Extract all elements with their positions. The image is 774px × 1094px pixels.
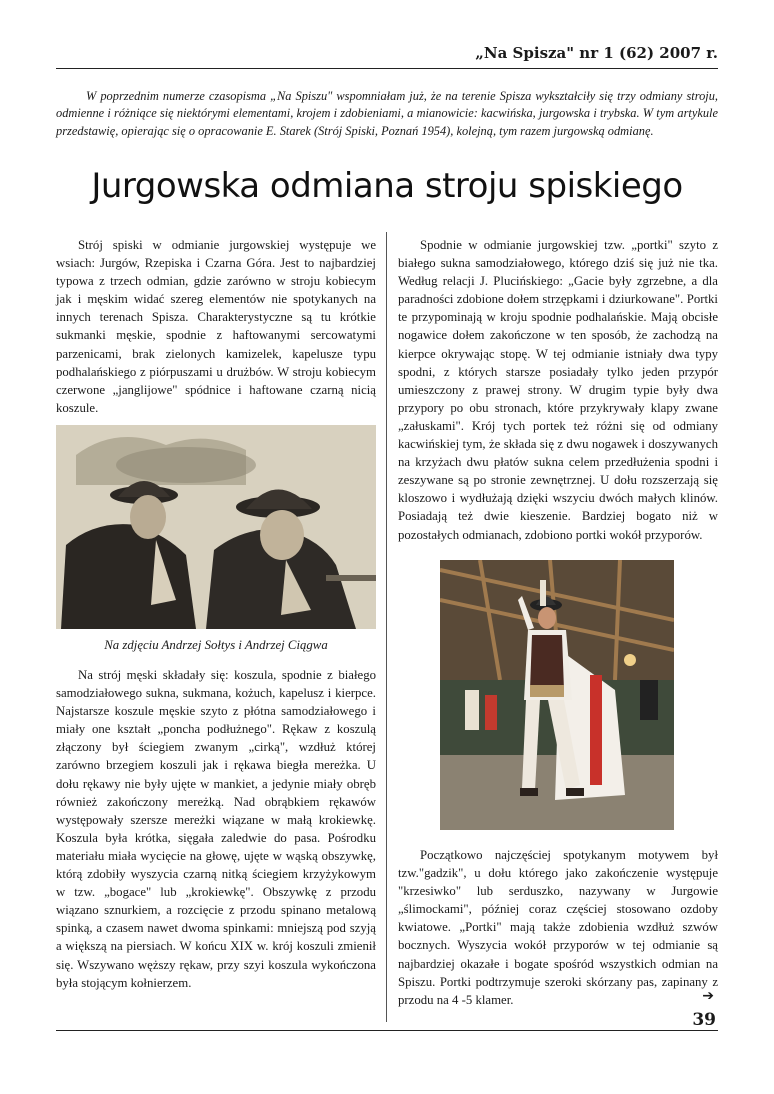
right-paragraph-2: Początkowo najczęściej spotykanym motywem był tzw."gadzik", u dołu którego jako zakończenie występuje "krzesiwko" lub serduszko, nazywany w Jurgowie „ślimockami", później coraz częściej stosowano ozdoby kwiatowe. „Portki" mają także zdobienia wzdłuż szwów bocznych. Wyszycia wokół przyporów w tej odmianie są najbardziej okazałe i bogate spośród wszystkich odmian na Spiszu. Portki podtrzymuje szeroki skórzany pas, zapinany z przodu na 4 -5 klamer.: [398, 848, 718, 1007]
photo-caption: Na zdjęciu Andrzej Sołtys i Andrzej Ciągwa: [104, 638, 328, 652]
photo-dancers: [440, 560, 674, 830]
left-column-bottom: [56, 666, 376, 992]
photo-dancers-image: [440, 560, 674, 830]
right-paragraph-1: Spodnie w odmianie jurgowskiej tzw. „portki" szyto z białego sukna samodziałowego, którego dziś się już nie tka. Według relacji J. Plucińskiego: „Gacie były zgrzebne, a dla paradności zdobione dołem strzępkami i dziurkowane". Portki te przypominają w kroju spodnie podhalańskie. Mają obcisłe nogawice dołem zakończone w ten sposób, że zachodzą na kierpce okrywając stopę. W tej odmianie istniały dwa typy spodni, z których starsze posiadały tylko jeden przypór umieszczony z prawej strony. W drugim typie były dwa przypory po obu stronach, które przykrywały klapy zwane „załuskami". Krój tych portek też różni się od odmiany kacwińskiej tym, że składa się z dwu nogawek i doszywanych na krzyżach dwu płatów sukna celem przedłużenia spodni i zeszywane są po stronie zewnętrznej. U dołu rozszerzają się kloszowo i wydłużają dzięki wszyciu dwóch małych klinów. Posiadają też dwie kieszenie. Bardziej bogato niż w pozostałych odmianach, zdobiono portki wokół przyporów.: [398, 238, 718, 542]
left-column-top: [56, 236, 376, 417]
running-head: „Na Spisza" nr 1 (62) 2007 r.: [475, 44, 718, 62]
footer-rule: [56, 1030, 718, 1031]
left-paragraph-2: Na strój męski składały się: koszula, spodnie z białego samodziałowego sukna, sukmana, kożuch, kapelusz i kierpce. Najstarsze koszule męskie szyto z płótna samodziałowego i miały one kształt „poncha podłużnego". Rękaw z koszulą złączony był ściegiem zwanym „cirką", wzdłuż której zarówno brzegiem koszuli jak i rękawa biegła mereżka. U dołu rękawy nie były ujęte w mankiet, a jedynie miały obręb również zakończony mereżką. Nad obrąbkiem rękawów występowały szersze mereżki wiązane w małą krokiewkę. Koszula była krótka, sięgała zaledwie do pasa. Pośrodku materiału miała wycięcie na głowę, ujęte w wąską obszywkę, którą zdobiły wyszycia czarną nitką ściegiem krzyżykowym w tzw. „bogace" lub „krokiewkę". Obszywkę z przodu wiązano sznurkiem, a rozcięcie z przodu spinano metalową spinką, a czasem nawet dwoma spinkami: mniejszą pod szyją a większą na piersiach. W końcu XIX w. krój koszuli zmienił się. Wszywano węższy rękaw, przy szyi koszula wykończona była stojącym kołnierzem.: [56, 668, 376, 990]
photo-two-men-image: [56, 425, 376, 629]
right-column-bottom: [398, 846, 718, 1009]
intro-paragraph: W poprzednim numerze czasopisma „Na Spiszu" wspomniałam już, że na terenie Spisza wykształciły się trzy odmiany stroju, odmienne i różniące się niektórymi elementami, krojem i zdobieniami, a mianowicie: kacwińska, jurgowska i trybska. W tym artykule przedstawię, opierając się o opracowanie E. Starek (Strój Spiski, Poznań 1954), kolejną, tym razem jurgowską odmianę.: [56, 89, 718, 138]
left-paragraph-1: Strój spiski w odmianie jurgowskiej występuje we wsiach: Jurgów, Rzepiska i Czarna Góra. Jest to najbardziej typowa z trzech odmian, gdzie zarówno w stroju kobiecym jak i męskim widać szereg elementów nie spotykanych na innych terenach Spisza. Charakterystyczne są tu krótkie sukmanki męskie, spodnie z haftowanymi sercowatymi parzenicami, brak zielonych kamizelek, kapelusze typu podhalańskiego z piórpuszami u drużbów. W stroju kobiecym czerwone „janglijowe" spódnice i haftowane czarną nicią koszule.: [56, 238, 376, 415]
continue-arrow-icon: ➔: [702, 988, 714, 1004]
column-divider: [386, 232, 387, 1022]
article-title: Jurgowska odmiana stroju spiskiego: [91, 166, 683, 206]
page-number: 39: [692, 1010, 716, 1030]
right-column-top: [398, 236, 718, 544]
header-rule: [56, 68, 718, 69]
photo-two-men: [56, 425, 376, 629]
